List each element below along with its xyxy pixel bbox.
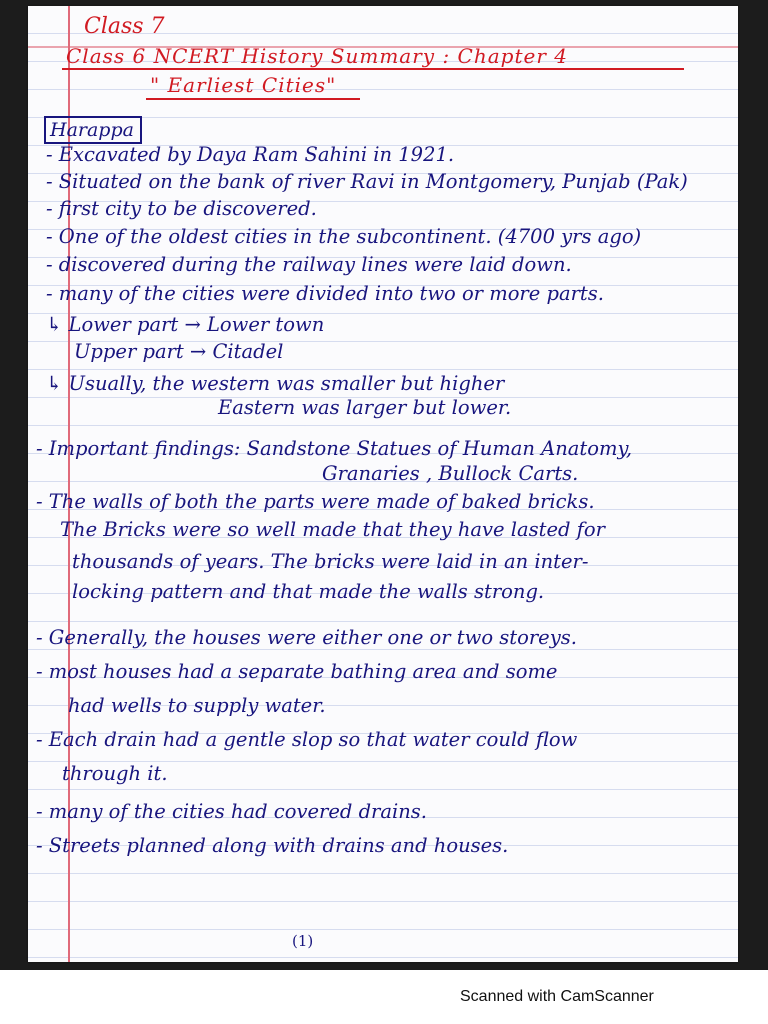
- note-line: ↳ Usually, the western was smaller but higher: [46, 372, 505, 395]
- section-heading: Harappa: [44, 116, 142, 144]
- note-line: - most houses had a separate bathing area and some: [36, 660, 558, 683]
- note-line: - many of the cities were divided into two or more parts.: [46, 282, 604, 305]
- note-line: Eastern was larger but lower.: [218, 396, 512, 419]
- note-line: Upper part → Citadel: [74, 340, 284, 363]
- note-line: The Bricks were so well made that they have lasted for: [60, 518, 605, 541]
- note-line: - Each drain had a gentle slop so that water could flow: [36, 728, 578, 751]
- note-line: - Generally, the houses were either one or two storeys.: [36, 626, 577, 649]
- note-line: - Excavated by Daya Ram Sahini in 1921.: [46, 143, 455, 166]
- note-line: through it.: [62, 762, 168, 785]
- note-line: - The walls of both the parts were made of baked bricks.: [36, 490, 595, 513]
- note-line: Granaries , Bullock Carts.: [322, 462, 579, 485]
- chapter-subtitle: " Earliest Cities": [150, 73, 337, 97]
- note-line: - many of the cities had covered drains.: [36, 800, 427, 823]
- note-line: - Important findings: Sandstone Statues of Human Anatomy,: [36, 437, 633, 460]
- title-underline: [62, 68, 684, 70]
- scanner-watermark: Scanned with CamScanner: [460, 988, 654, 1005]
- note-line: had wells to supply water.: [68, 694, 326, 717]
- page-title: Class 6 NCERT History Summary : Chapter 4: [66, 44, 568, 68]
- note-line: - Streets planned along with drains and houses.: [36, 834, 509, 857]
- note-line: - Situated on the bank of river Ravi in Montgomery, Punjab (Pak): [46, 170, 688, 193]
- note-line: thousands of years. The bricks were laid in an inter-: [72, 550, 589, 573]
- note-line: - One of the oldest cities in the subcontinent. (4700 yrs ago): [46, 225, 642, 248]
- class-label: Class 7: [84, 14, 165, 39]
- page-number: (1): [292, 932, 314, 950]
- note-line: - first city to be discovered.: [46, 197, 317, 220]
- note-line: ↳ Lower part → Lower town: [46, 313, 325, 336]
- note-line: - discovered during the railway lines were laid down.: [46, 253, 572, 276]
- note-line: locking pattern and that made the walls strong.: [72, 580, 545, 603]
- subtitle-underline: [146, 98, 360, 100]
